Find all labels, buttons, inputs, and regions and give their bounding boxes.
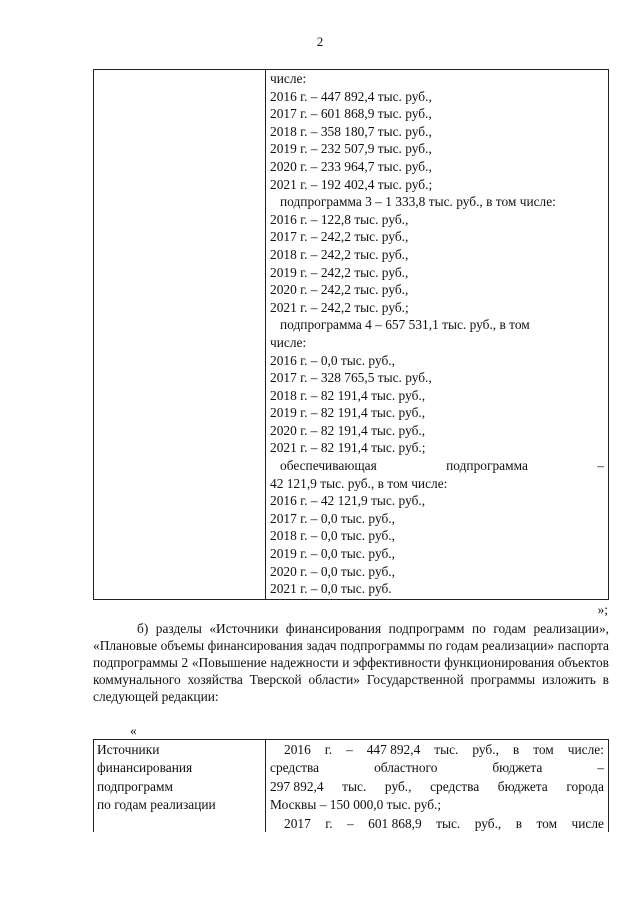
value-word: средства: [270, 760, 320, 776]
financing-line: 2020 г. – 82 191,4 тыс. руб.,: [270, 422, 426, 438]
value-word: 447 892,4: [366, 742, 421, 757]
financing-line: 2017 г. – 0,0 тыс. руб.,: [270, 510, 395, 526]
financing-line: 2018 г. – 242,2 тыс. руб.,: [270, 246, 409, 262]
value-word: тыс.: [434, 742, 459, 757]
value-line-2017: [270, 815, 604, 833]
sources-label-line: финансирования: [97, 760, 193, 776]
financing-line: 2018 г. – 0,0 тыс. руб.,: [270, 528, 395, 544]
financing-line: подпрограмма 3 – 1 333,8 тыс. руб., в том числе:: [280, 194, 556, 210]
closing-quote: »;: [597, 602, 608, 617]
value-line-regional: [270, 759, 604, 777]
value-word: том: [536, 815, 558, 831]
value-word: тыс.: [436, 815, 461, 831]
value-line-2016: [270, 741, 604, 759]
financing-line: 2017 г. – 328 765,5 тыс. руб.,: [270, 370, 432, 386]
sources-label-line: Источники: [97, 742, 160, 757]
financing-line: 2016 г. – 447 892,4 тыс. руб.,: [270, 88, 432, 104]
financing-line: 2021 г. – 192 402,4 тыс. руб.;: [270, 176, 433, 192]
financing-line: числе:: [270, 334, 307, 350]
value-word: –: [347, 815, 354, 831]
financing-cell: [270, 70, 604, 598]
financing-line: числе:: [270, 71, 307, 86]
value-word: 2016: [284, 742, 311, 757]
value-word: числе: [571, 815, 604, 831]
financing-line: 2021 г. – 82 191,4 тыс. руб.;: [270, 440, 426, 456]
value-word: города: [566, 778, 604, 794]
financing-word: –: [597, 458, 604, 474]
financing-line: 2018 г. – 82 191,4 тыс. руб.,: [270, 387, 426, 403]
value-word: 297 892,4: [270, 778, 324, 794]
value-word: г.: [325, 815, 333, 831]
financing-line: 2021 г. – 242,2 тыс. руб.;: [270, 299, 409, 315]
value-line-city: [270, 778, 604, 796]
financing-line: 2019 г. – 0,0 тыс. руб.,: [270, 546, 395, 562]
financing-line: 2020 г. – 242,2 тыс. руб.,: [270, 282, 409, 298]
value-word: руб.,: [384, 778, 412, 794]
financing-line: 2016 г. – 0,0 тыс. руб.,: [270, 352, 395, 368]
sources-label-line: по годам реализации: [97, 797, 216, 813]
value-word: средства: [430, 778, 480, 794]
sources-label-line: подпрограмм: [97, 778, 173, 794]
financing-line: 2020 г. – 233 964,7 тыс. руб.,: [270, 158, 432, 174]
value-word: числе:: [567, 742, 604, 757]
financing-line: 2017 г. – 601 868,9 тыс. руб.,: [270, 106, 432, 122]
financing-word: подпрограмма: [446, 458, 528, 474]
column-divider: [265, 70, 266, 599]
sources-value-cell: [270, 741, 604, 833]
financing-line: 2016 г. – 42 121,9 тыс. руб.,: [270, 493, 426, 509]
value-word: областного: [374, 760, 438, 776]
value-word: 2017: [284, 815, 311, 831]
paragraph-text: б) разделы «Источники финансирования подпрограмм по годам реализации», «Плановые объемы финансирования задач подпрограммы по годам реализации» паспорта подпрограммы 2 «Повышение надежности и эффективности функционирования объектов коммунального хозяйства Тверской области» Государственной программы изложить в следующей редакции:: [93, 621, 609, 704]
opening-quote: «: [130, 723, 137, 738]
value-word: бюджета: [497, 778, 548, 794]
page-number: 2: [316, 34, 324, 49]
financing-line: 2017 г. – 242,2 тыс. руб.,: [270, 229, 409, 245]
value-word: руб.,: [472, 742, 499, 757]
value-word: тыс.: [342, 778, 367, 794]
value-word: бюджета: [492, 760, 543, 776]
financing-line: 2019 г. – 232 507,9 тыс. руб.,: [270, 141, 432, 157]
value-word: том: [533, 742, 554, 757]
amendment-paragraph: [93, 620, 609, 705]
financing-line: 2020 г. – 0,0 тыс. руб.,: [270, 563, 395, 579]
value-line-moscow: Москвы – 150 000,0 тыс. руб.;: [270, 797, 442, 813]
financing-table-continued: [93, 69, 609, 600]
financing-line: 2021 г. – 0,0 тыс. руб.: [270, 581, 392, 597]
column-divider: [265, 740, 266, 832]
value-word: в: [512, 742, 520, 757]
value-word: в: [515, 815, 523, 831]
value-word: –: [346, 742, 353, 757]
financing-line: 2016 г. – 122,8 тыс. руб.,: [270, 211, 409, 227]
financing-line: 42 121,9 тыс. руб., в том числе:: [270, 475, 448, 491]
financing-word: обеспечивающая: [280, 458, 377, 474]
financing-line: 2019 г. – 82 191,4 тыс. руб.,: [270, 405, 426, 421]
financing-line: подпрограмма 4 – 657 531,1 тыс. руб., в том: [280, 317, 530, 333]
value-word: руб.,: [474, 815, 502, 831]
financing-line: [270, 457, 604, 475]
financing-line: 2019 г. – 242,2 тыс. руб.,: [270, 264, 409, 280]
sources-table: [93, 739, 609, 832]
value-word: г.: [324, 742, 333, 757]
sources-label-cell: [97, 741, 262, 815]
financing-line: 2018 г. – 358 180,7 тыс. руб.,: [270, 123, 432, 139]
value-word: 601 868,9: [368, 815, 422, 831]
value-word: –: [597, 760, 604, 776]
